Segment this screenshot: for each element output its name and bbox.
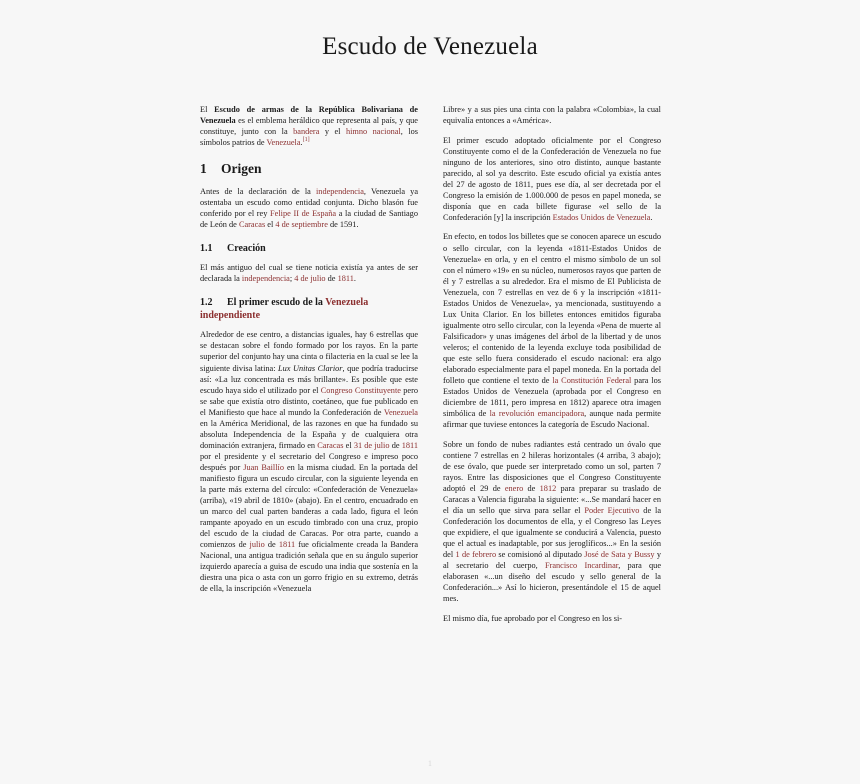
creacion-text-a: El más antiguo del cual se tiene noticia existía ya antes de ser declarada la bbox=[200, 263, 418, 284]
intro-text-a: El bbox=[200, 105, 215, 114]
link-independencia-2[interactable]: independencia bbox=[241, 274, 290, 284]
left-column bbox=[200, 104, 418, 744]
rp3-text-b: para los Estados Unidos de Venezuela (aprobada por el Congreso en diciembre de 1811, pero impresa en 1812) aparece otra imagen simbólica de bbox=[443, 376, 661, 419]
link-jose-de-sata-y-bussy[interactable]: José de Sata y Bussy bbox=[584, 550, 655, 560]
link-31-de-julio[interactable]: 31 de julio bbox=[353, 440, 390, 450]
link-himno-nacional[interactable]: himno nacional bbox=[345, 127, 401, 137]
link-julio[interactable]: julio bbox=[249, 540, 265, 550]
creacion-text-c: de bbox=[325, 274, 338, 284]
link-venezuela-independiente[interactable]: Venezuela independiente bbox=[200, 297, 369, 322]
intro-text-e: . bbox=[300, 138, 303, 148]
intro-bold-term: Escudo de armas de la República Bolivariana de Venezuela bbox=[200, 105, 418, 126]
rp3-text-c: , aunque nada permite afirmar que tuviese entonces la categoría de Escudo Nacional. bbox=[443, 409, 661, 430]
link-juan-baillio[interactable]: Juan Baillío bbox=[243, 462, 284, 472]
subsection-heading-primer-escudo bbox=[200, 296, 418, 322]
subsection-number: 1.1 bbox=[200, 243, 213, 255]
pe-text-e: el bbox=[343, 440, 354, 450]
footnote-ref-1[interactable]: [1] bbox=[302, 137, 310, 144]
primer-escudo-paragraph bbox=[200, 329, 418, 594]
rp2-text-b: . bbox=[650, 212, 653, 222]
rp4-text-c: para preparar su traslado de Caracas a Valencia figuraba la siguiente: «...Se mandará hacer en el día un sello que sirva para sellar el bbox=[443, 484, 661, 516]
pe-text-d: en la América Meridional, de las razones en que ha fundado su absoluta Independencia de la España y de cualquiera otra dominación extranjera, firmado en bbox=[200, 418, 418, 450]
pe-text-b: , que podría traducirse así: «La luz concentrada es más brillante». Es posible que este escudo haya sido el utilizado por el bbox=[200, 363, 418, 395]
rp4-text-a: Sobre un fondo de nubes radiantes está centrado un óvalo que contiene 7 estrellas en 2 hileras horizontales (4 arriba, 3 abajo); de ese óvalo, que puede ser interpretado como un sol, parten 7 rayos. Entre las disposiciones que el Congreso Constituyente adoptó el 29 de bbox=[443, 439, 661, 493]
link-enero[interactable]: enero bbox=[504, 484, 524, 493]
creacion-paragraph bbox=[200, 262, 418, 284]
origen-text-c: a la ciudad de Santiago de León de bbox=[200, 209, 418, 230]
rp4-text-b: de bbox=[523, 484, 540, 493]
link-1-de-febrero[interactable]: 1 de febrero bbox=[455, 550, 497, 560]
pe-text-c: pero se sabe que existía otro distinto, coetáneo, que fue publicado en el Manifiesto que hace al mundo la Confederación de bbox=[200, 385, 418, 417]
link-felipe-ii-de-espana[interactable]: Felipe II de España bbox=[270, 209, 337, 219]
subsection-title: Creación bbox=[227, 243, 266, 255]
rp4-text-g: , para que elaborasen «...un diseño del escudo y sello general de la Confederación...» Así lo hicieron, presentándole el 15 de aquel mes. bbox=[443, 561, 661, 604]
right-paragraph-2 bbox=[443, 135, 661, 223]
link-constitucion-federal[interactable]: la Constitución Federal bbox=[552, 376, 632, 386]
page-number: 1 bbox=[427, 759, 433, 768]
link-1811-3[interactable]: 1811 bbox=[278, 540, 296, 550]
subsection-title-12-a: El primer escudo de la bbox=[227, 297, 326, 309]
section-number: 1 bbox=[200, 161, 207, 177]
right-paragraph-4 bbox=[443, 439, 661, 605]
intro-text-c: y el bbox=[319, 127, 346, 137]
right-paragraph-1: Libre» y a sus pies una cinta con la palabra «Colombia», la cual equivalía entonces a «América». bbox=[443, 105, 661, 126]
subsection-number-12: 1.2 bbox=[200, 297, 213, 309]
link-congreso-constituyente[interactable]: Congreso Constituyente bbox=[320, 385, 401, 395]
section-heading-origen bbox=[200, 161, 418, 177]
intro-text-b: es el emblema heráldico que representa al país, y que constituye, junto con la bbox=[200, 116, 418, 137]
link-poder-ejecutivo[interactable]: Poder Ejecutivo bbox=[584, 506, 640, 516]
link-bandera[interactable]: bandera bbox=[293, 127, 320, 137]
link-caracas-2[interactable]: Caracas bbox=[317, 440, 344, 450]
rp4-text-e: se comisionó al diputado bbox=[496, 550, 585, 560]
origen-text-d: el bbox=[265, 220, 276, 230]
link-1811[interactable]: 1811 bbox=[337, 274, 354, 284]
origen-text-b: , Venezuela ya ostentaba un escudo como entidad conjunta. Dicho blasón fue conferido por el rey bbox=[200, 187, 418, 219]
rp2-text-a: El primer escudo adoptado oficialmente por el Congreso Constituyente como el de la Confederación de Venezuela no fue ninguno de los anteriores, sino otro distinto, aunque bastante parecido, al sol ya descrito. Este escudo oficial ya existía antes del 27 de agosto de 1811, pues ese día, al ser decretada por el Congreso la emisión de 1.000.000 de pesos en papel moneda, se disponía que en cada billete figurase «el sello de la Confederación [y] la inscripción bbox=[443, 135, 661, 222]
link-1812[interactable]: 1812 bbox=[539, 484, 557, 493]
link-venezuela[interactable]: Venezuela bbox=[266, 138, 301, 148]
intro-text-d: , los símbolos patrios de bbox=[200, 127, 418, 148]
origen-text-a: Antes de la declaración de la bbox=[200, 187, 316, 197]
creacion-text-b: ; bbox=[289, 274, 295, 284]
rp4-text-d: de la Confederación los documentos de ella, y el Congreso las Leyes que expidiere, el que igualmente se conducirá a Valencia, puesto que el actual es inadaptable, por sus jeroglíficos...» En la sesión del bbox=[443, 506, 661, 560]
pe-text-a: Alrededor de ese centro, a distancias iguales, hay 6 estrellas que se destacan sobre el fondo formado por los rayos. En la parte superior del conjunto hay una cinta o filacteria en la cual se lee la siguiente divisa latina: bbox=[200, 330, 418, 373]
link-estados-unidos-de-venezuela[interactable]: Estados Unidos de Venezuela bbox=[552, 212, 651, 222]
link-4-de-septiembre[interactable]: 4 de septiembre bbox=[275, 220, 328, 230]
latin-motto: Lux Unitas Clarior bbox=[278, 363, 343, 373]
right-paragraph-5: El mismo día, fue aprobado por el Congreso en los si- bbox=[443, 614, 623, 624]
pe-text-j: fue oficialmente creada la Bandera Nacional, una antigua tradición señala que en su ángulo superior izquierdo aparecía a guisa de escudo una india que sostenía en la diestra una pica o asta con un gorro frigio en su extremo, detrás de ella, la inscripción «Venezuela bbox=[200, 540, 418, 594]
link-1811-2[interactable]: 1811 bbox=[401, 440, 418, 450]
origen-paragraph bbox=[200, 186, 418, 230]
rp3-text-a: En efecto, en todos los billetes que se conocen aparece un escudo o sello circular, con la leyenda «1811-Estados Unidos de Venezuela» en orla, y en el centro el mismo símbolo de un sol con el número «19» en su núcleo, numerosos rayos que parten de él y 7 estrellas a su alrededor. Era el mismo de El Publicista de Venezuela, con 7 estrellas en vez de 6 y la inscripción «1811-Estados Unidos de Venezuela», ya mencionada, sustituyendo a Lux Unita Clarior. En los billetes entonces emitidos figuraba igualmente otro sello circular, con la leyenda «Pena de muerte al Falsificador» y unas imágenes del árbol de la libertad y de unos veleros; el contenido de la leyenda excluye toda posibilidad de que este sello fuera considerado el escudo nacional: era algo elaborado especialmente para el papel moneda. En la portada del folleto que contiene el texto de bbox=[443, 232, 661, 386]
link-independencia[interactable]: independencia bbox=[315, 187, 364, 197]
pe-text-i: de bbox=[264, 540, 279, 550]
link-caracas[interactable]: Caracas bbox=[238, 220, 266, 230]
intro-paragraph bbox=[200, 104, 418, 148]
creacion-text-d: . bbox=[353, 274, 356, 284]
rp4-text-f: y al secretario del cuerpo, bbox=[443, 550, 661, 571]
origen-text-e: de 1591. bbox=[327, 220, 359, 230]
pe-text-h: en la misma ciudad. En la portada del manifiesto figura un escudo circular, con la siguiente leyenda en la parte más externa del círculo: «Confederación de Venezuela» (arriba), «19 abril de 1810» (abajo). En el centro, encuadrado en un marco del cual parten banderas a cada lado, figura el león rampante apoyado en un escudo timbrado con una cruz, propio del escudo de la ciudad de Caracas. Por otra parte, cuando a comienzos de bbox=[200, 462, 418, 550]
subsection-heading-creacion bbox=[200, 242, 418, 255]
two-column-body bbox=[200, 104, 662, 744]
link-venezuela-2[interactable]: Venezuela bbox=[383, 407, 418, 417]
section-title: Origen bbox=[221, 161, 262, 177]
link-revolucion-emancipadora[interactable]: la revolución emancipadora bbox=[489, 409, 585, 419]
right-column bbox=[443, 104, 661, 744]
right-paragraph-3 bbox=[443, 231, 661, 430]
page-title: Escudo de Venezuela bbox=[322, 33, 538, 60]
link-francisco-incardinar[interactable]: Francisco Incardinar bbox=[544, 561, 619, 571]
link-4-de-julio[interactable]: 4 de julio bbox=[294, 274, 326, 284]
pe-text-g: por el presidente y el secretario del Congreso e impreso poco después por bbox=[200, 451, 418, 472]
pe-text-f: de bbox=[389, 440, 402, 450]
